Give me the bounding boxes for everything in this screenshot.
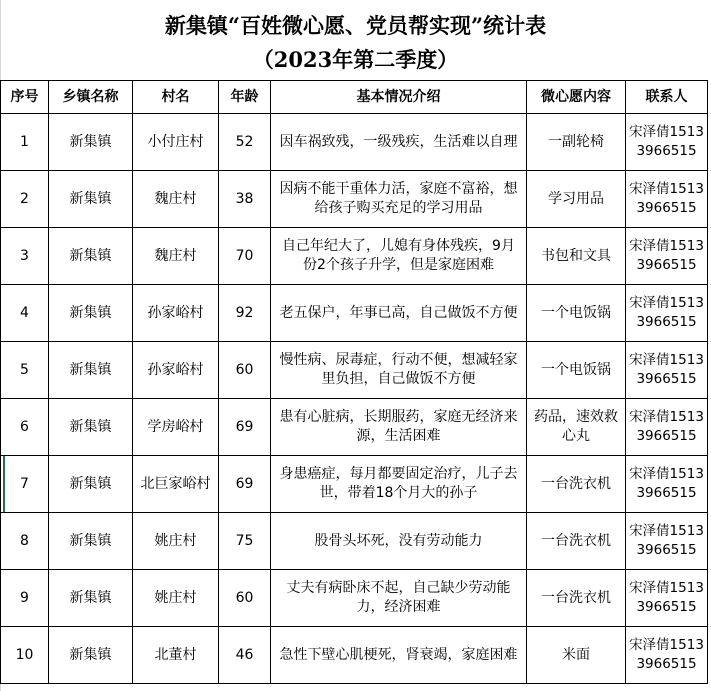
- cell-village[interactable]: 孙家峪村: [133, 342, 219, 399]
- cell-contact[interactable]: 宋泽倩15133966515: [626, 171, 708, 228]
- table-row: [1, 114, 708, 171]
- cell-town[interactable]: 新集镇: [49, 399, 133, 456]
- cell-village[interactable]: 姚庄村: [133, 570, 219, 627]
- col-header-town[interactable]: 乡镇名称: [49, 81, 133, 114]
- cell-contact[interactable]: 宋泽倩15133966515: [626, 456, 708, 513]
- col-header-wish[interactable]: 微心愿内容: [527, 81, 626, 114]
- cell-no[interactable]: 8: [1, 513, 49, 570]
- cell-no[interactable]: 5: [1, 342, 49, 399]
- cell-desc[interactable]: 因车祸致残，一级残疾，生活难以自理: [271, 114, 527, 171]
- row-selection-marker: [3, 456, 5, 512]
- cell-town[interactable]: 新集镇: [49, 342, 133, 399]
- cell-age[interactable]: 92: [219, 285, 271, 342]
- cell-village[interactable]: 学房峪村: [133, 399, 219, 456]
- cell-village[interactable]: 小付庄村: [133, 114, 219, 171]
- table-row: [1, 399, 708, 456]
- cell-contact[interactable]: 宋泽倩15133966515: [626, 570, 708, 627]
- col-header-village[interactable]: 村名: [133, 81, 219, 114]
- cell-village[interactable]: 姚庄村: [133, 513, 219, 570]
- cell-age[interactable]: 52: [219, 114, 271, 171]
- cell-no[interactable]: 3: [1, 228, 49, 285]
- table-row: [1, 570, 708, 627]
- title-main: 新集镇“百姓微心愿、党员帮实现”统计表: [164, 13, 547, 38]
- cell-age[interactable]: 46: [219, 627, 271, 684]
- cell-no[interactable]: 10: [1, 627, 49, 684]
- col-header-contact[interactable]: 联系人: [626, 81, 708, 114]
- cell-wish[interactable]: 书包和文具: [527, 228, 626, 285]
- cell-contact[interactable]: 宋泽倩15133966515: [626, 399, 708, 456]
- cell-wish[interactable]: 米面: [527, 627, 626, 684]
- cell-contact[interactable]: 宋泽倩15133966515: [626, 342, 708, 399]
- cell-desc[interactable]: 丈夫有病卧床不起，自己缺少劳动能力，经济困难: [271, 570, 527, 627]
- cell-no[interactable]: 1: [1, 114, 49, 171]
- cell-town[interactable]: 新集镇: [49, 114, 133, 171]
- title-period: （2023年第二季度）: [252, 47, 459, 72]
- cell-wish[interactable]: 一台洗衣机: [527, 570, 626, 627]
- cell-age[interactable]: 60: [219, 342, 271, 399]
- cell-wish[interactable]: 一台洗衣机: [527, 456, 626, 513]
- cell-age[interactable]: 69: [219, 456, 271, 513]
- cell-age[interactable]: 60: [219, 570, 271, 627]
- cell-contact[interactable]: 宋泽倩15133966515: [626, 228, 708, 285]
- wish-table: [0, 80, 708, 684]
- cell-desc[interactable]: 股骨头坏死，没有劳动能力: [271, 513, 527, 570]
- cell-no[interactable]: 4: [1, 285, 49, 342]
- cell-village[interactable]: 北巨家峪村: [133, 456, 219, 513]
- table-row: [1, 342, 708, 399]
- cell-age[interactable]: 75: [219, 513, 271, 570]
- sheet-title: [0, 0, 711, 80]
- cell-no[interactable]: 6: [1, 399, 49, 456]
- cell-village[interactable]: 孙家峪村: [133, 285, 219, 342]
- cell-town[interactable]: 新集镇: [49, 228, 133, 285]
- cell-desc[interactable]: 慢性病、尿毒症，行动不便，想减轻家里负担，自己做饭不方便: [271, 342, 527, 399]
- cell-age[interactable]: 38: [219, 171, 271, 228]
- cell-wish[interactable]: 一个电饭锅: [527, 285, 626, 342]
- cell-age[interactable]: 69: [219, 399, 271, 456]
- cell-no[interactable]: 2: [1, 171, 49, 228]
- cell-contact[interactable]: 宋泽倩15133966515: [626, 285, 708, 342]
- cell-wish[interactable]: 药品，速效救心丸: [527, 399, 626, 456]
- cell-desc[interactable]: 患有心脏病，长期服药，家庭无经济来源，生活困难: [271, 399, 527, 456]
- cell-wish[interactable]: 学习用品: [527, 171, 626, 228]
- cell-wish[interactable]: 一个电饭锅: [527, 342, 626, 399]
- table-row: [1, 285, 708, 342]
- cell-desc[interactable]: 因病不能干重体力活，家庭不富裕，想给孩子购买充足的学习用品: [271, 171, 527, 228]
- cell-town[interactable]: 新集镇: [49, 570, 133, 627]
- header-row: [1, 81, 708, 114]
- col-header-age[interactable]: 年龄: [219, 81, 271, 114]
- cell-town[interactable]: 新集镇: [49, 627, 133, 684]
- cell-no[interactable]: 7: [1, 456, 49, 513]
- cell-contact[interactable]: 宋泽倩15133966515: [626, 114, 708, 171]
- col-header-desc[interactable]: 基本情况介绍: [271, 81, 527, 114]
- table-row: [1, 171, 708, 228]
- cell-village[interactable]: 魏庄村: [133, 171, 219, 228]
- cell-contact[interactable]: 宋泽倩15133966515: [626, 513, 708, 570]
- col-header-no[interactable]: 序号: [1, 81, 49, 114]
- cell-village[interactable]: 魏庄村: [133, 228, 219, 285]
- cell-town[interactable]: 新集镇: [49, 171, 133, 228]
- table-row: [1, 627, 708, 684]
- cell-contact[interactable]: 宋泽倩15133966515: [626, 627, 708, 684]
- cell-no[interactable]: 9: [1, 570, 49, 627]
- cell-desc[interactable]: 老五保户，年事已高，自己做饭不方便: [271, 285, 527, 342]
- cell-town[interactable]: 新集镇: [49, 456, 133, 513]
- cell-village[interactable]: 北董村: [133, 627, 219, 684]
- cell-desc[interactable]: 身患癌症，每月都要固定治疗，儿子去世，带着18个月大的孙子: [271, 456, 527, 513]
- cell-desc[interactable]: 自己年纪大了，儿媳有身体残疾，9月份2个孩子升学，但是家庭困难: [271, 228, 527, 285]
- cell-age[interactable]: 70: [219, 228, 271, 285]
- cell-town[interactable]: 新集镇: [49, 285, 133, 342]
- cell-wish[interactable]: 一台洗衣机: [527, 513, 626, 570]
- table-row: [1, 456, 708, 513]
- table-row: [1, 513, 708, 570]
- cell-desc[interactable]: 急性下壁心肌梗死，肾衰竭，家庭困难: [271, 627, 527, 684]
- cell-wish[interactable]: 一副轮椅: [527, 114, 626, 171]
- table-row: [1, 228, 708, 285]
- cell-town[interactable]: 新集镇: [49, 513, 133, 570]
